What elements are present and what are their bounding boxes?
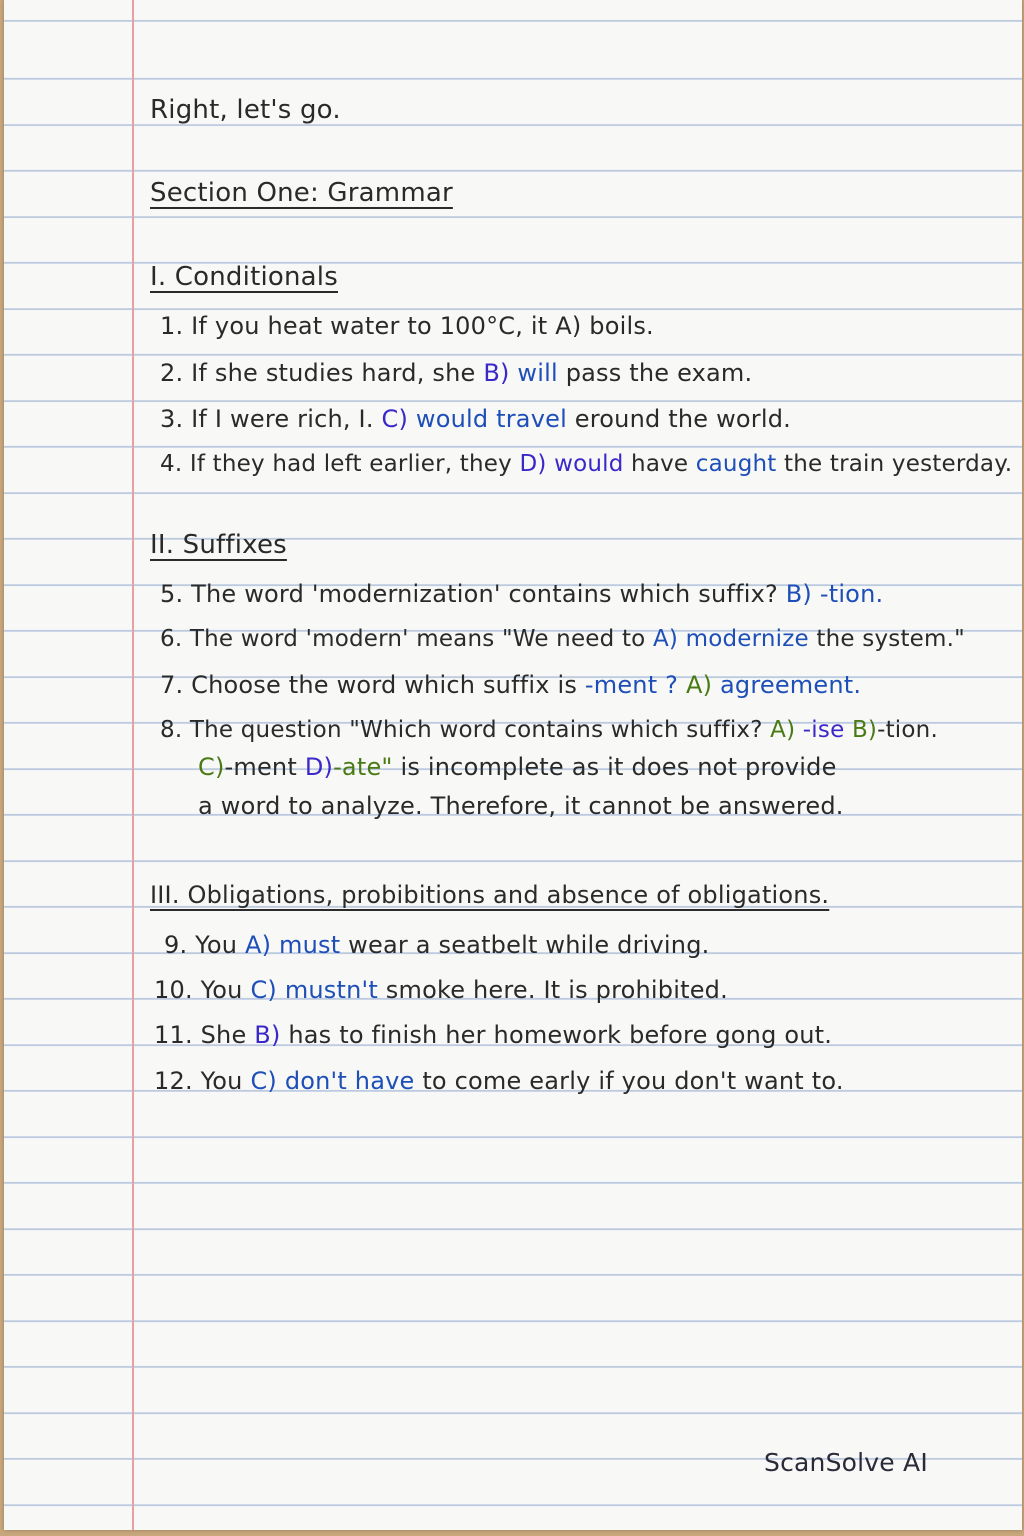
brand-signature: ScanSolve AI xyxy=(764,1448,928,1477)
question-11 xyxy=(154,1021,832,1049)
question-10 xyxy=(154,976,728,1004)
question-text: If she studies hard, she xyxy=(191,359,476,387)
intro-text: Right, let's go. xyxy=(150,95,341,125)
question-text-end: eround the world. xyxy=(574,405,791,433)
question-text: The question "Which word contains which suffix? xyxy=(189,717,763,743)
suffixes-heading: II. Suffixes xyxy=(150,530,287,560)
answer-letter: D) xyxy=(519,451,547,477)
question-text-end: pass the exam. xyxy=(565,359,753,387)
answer-text: would travel xyxy=(415,405,567,433)
question-text: You xyxy=(195,931,238,959)
question-text-end: the train yesterday. xyxy=(784,451,1013,477)
margin-line xyxy=(132,0,134,1530)
question-text: The word 'modernization' contains which suffix? xyxy=(191,580,778,608)
question-number: 4. xyxy=(160,451,183,477)
question-text-end: the system." xyxy=(816,626,965,652)
question-number: 3. xyxy=(160,405,184,433)
question-text: If I were rich, I. xyxy=(191,405,374,433)
answer-text: would xyxy=(554,451,624,477)
question-text: You xyxy=(200,976,243,1004)
question-number: 7. xyxy=(160,671,184,699)
question-text: If you heat water to 100°C, it xyxy=(191,312,548,340)
question-text-end: boils. xyxy=(589,312,654,340)
answer-letter: A) xyxy=(652,626,679,652)
question-number: 1. xyxy=(160,312,184,340)
answer-text: modernize xyxy=(685,626,809,652)
answer-text-2: caught xyxy=(695,451,777,477)
option-a-value: -ise xyxy=(802,717,845,743)
question-text-mid: have xyxy=(631,451,689,477)
conditionals-heading: I. Conditionals xyxy=(150,262,338,292)
answer-letter: C) xyxy=(250,1067,277,1095)
option-b-letter: B) xyxy=(851,717,878,743)
question-8 xyxy=(160,717,938,743)
answer-letter: B) xyxy=(785,580,812,608)
option-c-letter: C) xyxy=(198,753,225,781)
question-8-line-2 xyxy=(198,753,837,781)
question-8-note: is incomplete as it does not provide xyxy=(400,753,837,781)
option-a-letter: A) xyxy=(770,717,796,743)
question-text-end: smoke here. It is prohibited. xyxy=(385,976,728,1004)
answer-text: mustn't xyxy=(284,976,378,1004)
section-title: Section One: Grammar xyxy=(150,178,453,208)
question-number: 9. xyxy=(164,931,188,959)
answer-letter: A) xyxy=(685,671,713,699)
answer-letter: A) xyxy=(555,312,582,340)
question-4 xyxy=(160,451,1012,477)
answer-text: must xyxy=(279,931,341,959)
question-text-end: wear a seatbelt while driving. xyxy=(348,931,710,959)
question-7 xyxy=(160,671,861,699)
obligations-heading: III. Obligations, probibitions and absence of obligations. xyxy=(150,881,830,909)
question-3 xyxy=(160,405,791,433)
question-number: 5. xyxy=(160,580,184,608)
option-d-value: -ate" xyxy=(333,753,393,781)
question-6 xyxy=(160,626,965,652)
option-b-value: -tion. xyxy=(877,717,938,743)
question-12 xyxy=(154,1067,844,1095)
question-8-line-3: a word to analyze. Therefore, it cannot be answered. xyxy=(198,792,844,820)
question-text: She xyxy=(200,1021,247,1049)
answer-letter: A) xyxy=(244,931,272,959)
option-d-letter: D) xyxy=(304,753,334,781)
question-number: 12. xyxy=(154,1067,193,1095)
question-number: 11. xyxy=(154,1021,193,1049)
answer-letter: B) xyxy=(483,359,510,387)
answer-text-2: agreement. xyxy=(719,671,862,699)
answer-letter: B) xyxy=(254,1021,281,1049)
question-2 xyxy=(160,359,752,387)
question-9 xyxy=(164,931,709,959)
answer-letter: C) xyxy=(250,976,277,1004)
question-text: The word 'modern' means "We need to xyxy=(189,626,646,652)
answer-text: -tion. xyxy=(819,580,884,608)
answer-text: -ment ? xyxy=(584,671,679,699)
answer-letter: C) xyxy=(381,405,409,433)
question-text-end: to come early if you don't want to. xyxy=(422,1067,844,1095)
question-number: 8. xyxy=(160,717,183,743)
question-text: You xyxy=(200,1067,243,1095)
question-1 xyxy=(160,312,654,340)
question-text-end: has to finish her homework before gong out. xyxy=(288,1021,833,1049)
answer-text: will xyxy=(517,359,558,387)
question-text: If they had left earlier, they xyxy=(189,451,512,477)
question-number: 10. xyxy=(154,976,193,1004)
question-text: Choose the word which suffix is xyxy=(191,671,578,699)
question-number: 6. xyxy=(160,626,183,652)
question-5 xyxy=(160,580,883,608)
answer-text: don't have xyxy=(284,1067,415,1095)
question-number: 2. xyxy=(160,359,184,387)
notebook-page xyxy=(4,0,1022,1530)
option-c-value: -ment xyxy=(224,753,297,781)
